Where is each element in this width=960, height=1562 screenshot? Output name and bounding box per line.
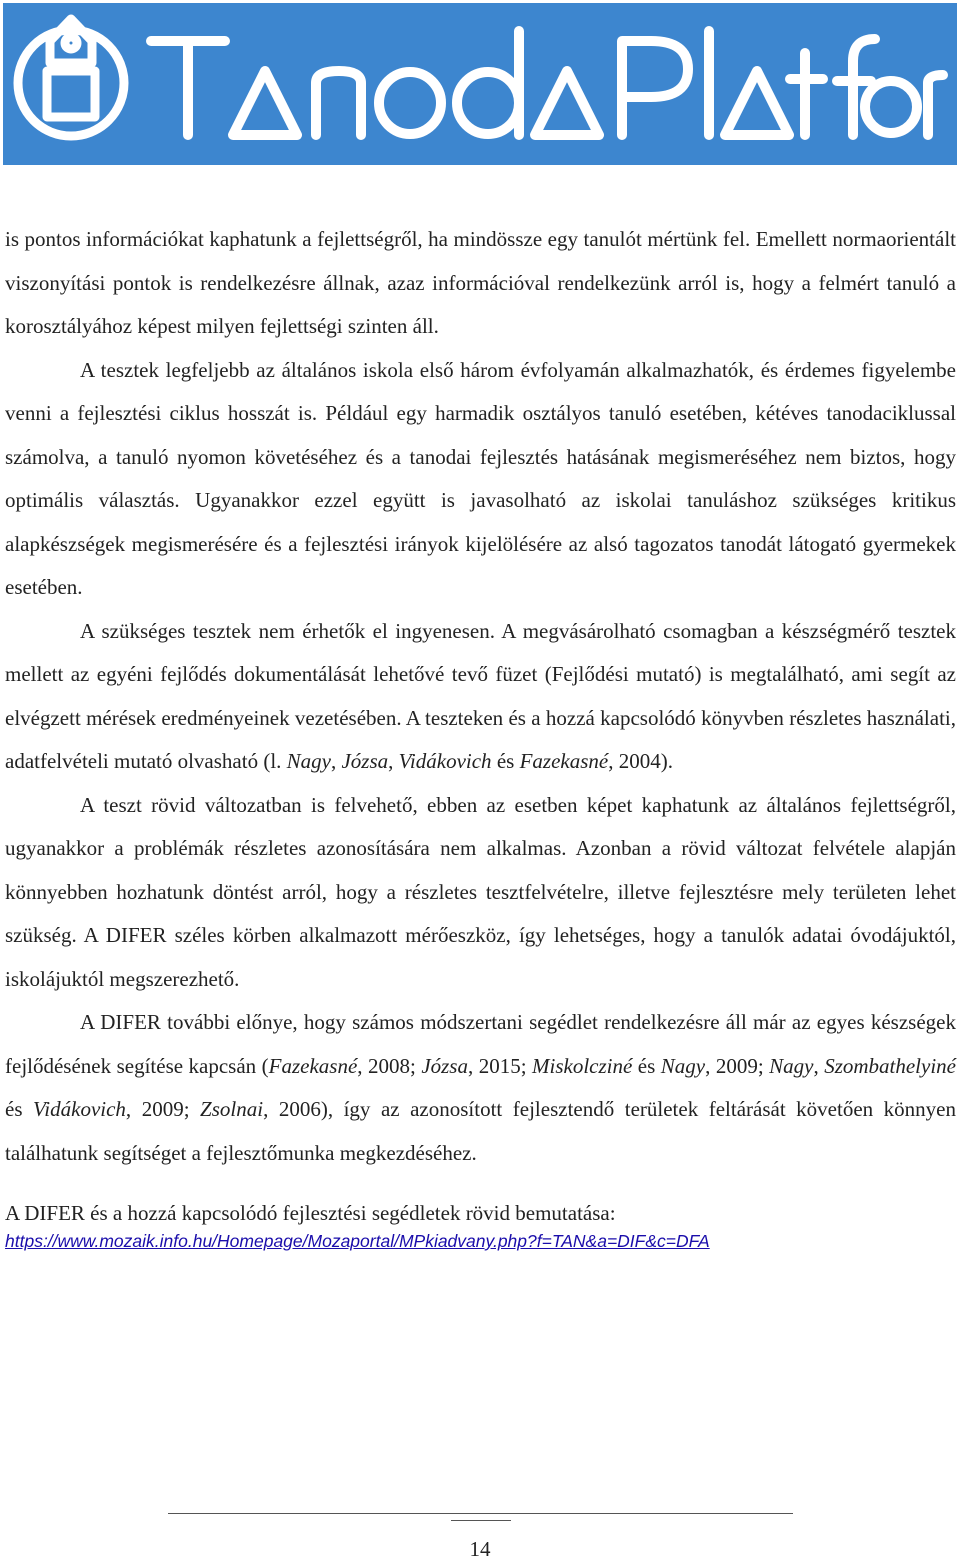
- citation-author: Miskolcziné: [532, 1053, 633, 1078]
- footer-short-divider: [451, 1520, 511, 1521]
- citation-author: Nagy: [769, 1053, 814, 1078]
- citation-author: Józsa: [341, 749, 389, 773]
- citation-separator: , 2009;: [705, 1053, 770, 1078]
- citation-author: Fazekasné: [268, 1053, 358, 1078]
- paragraph-3-text: A szükséges tesztek nem érhetők el ingyenesen. A megvásárolható csomagban a készségmérő tesztek mellett az egyéni fejlődés dokumentálását lehetővé tevő füzet (Fejlődési mutató) is megtalálható, ami segít az elvégzett mérések eredményeinek vezetésében. A teszteken és a hozzá kapcsolódó könyvben részletes használati, adatfelvételi mutató olvasható (l.: [5, 618, 956, 773]
- citation-separator: , 2009;: [125, 1097, 201, 1121]
- paragraph-2: A tesztek legfeljebb az általános iskola első három évfolyamán alkalmazhatók, és érdemes figyelembe venni a fejlesztési ciklus hosszát is. Például egy harmadik osztályos tanuló esetében, kétéves tanodaciklussal számolva, a tanuló nyomon követéséhez és a tanodai fejlesztés hatásának megismeréséhez nem biztos, hogy optimális választás. Ugyanakkor ezzel együtt is javasolható az iskolai tanuláshoz szükséges kritikus alapkészségek megismerésére és a fejlesztési irányok kijelölésére az alsó tagozatos tanodát látogató gyermekek esetében.: [5, 357, 956, 599]
- logo-lettering: [151, 31, 943, 135]
- citation-separator: és: [491, 749, 520, 773]
- citation-author: Fazekasné: [519, 749, 609, 773]
- tanodaplatform-logo: [3, 3, 957, 165]
- citation-author: Nagy: [286, 749, 331, 773]
- paragraph-3-end: , 2004).: [608, 749, 673, 773]
- link-label: A DIFER és a hozzá kapcsolódó fejlesztési segédletek rövid bemutatása:: [5, 1201, 616, 1225]
- header-banner: [3, 3, 957, 165]
- paragraph-4: A teszt rövid változatban is felvehető, ebben az esetben képet kaphatunk az általános fejlettségről, ugyanakkor a problémák részletes azonosítására nem alkalmas. Azonban a rövid változat felvétele alapján könnyebben hozhatunk döntést arról, hogy a részletes tesztfelvételre, illetve fejlesztésre mely területen lehet szükség. A DIFER széles körben alkalmazott mérőeszköz, így lehetséges, hogy a tanulók adatai óvodájuktól, iskolájuktól megszerezhető.: [5, 792, 956, 991]
- citation-author: Szombathelyiné: [824, 1053, 956, 1078]
- citation-author: Nagy: [660, 1053, 706, 1078]
- citation-separator: és: [5, 1097, 34, 1121]
- paragraph-5-end: , 2006), így az azonosított fejlesztendő területek feltárását követően könnyen találhatunk segítséget a fejlesztőmunka megkezdéséhez.: [5, 1097, 956, 1165]
- citation-separator: ,: [813, 1053, 825, 1078]
- citation-author: Vidákovich: [398, 749, 492, 773]
- paragraph-5-text: A DIFER további előnye, hogy számos módszertani segédlet rendelkezésre áll már az egyes készségek fejlődésének segítése kapcsán (: [5, 1010, 956, 1078]
- citation-author: Zsolnai: [200, 1097, 264, 1121]
- citation-separator: ,: [330, 749, 342, 773]
- document-body: [5, 218, 956, 1253]
- citation-separator: , 2015;: [467, 1053, 533, 1078]
- paragraph-5: [5, 1001, 956, 1175]
- paragraph-3: [5, 610, 956, 784]
- footer-divider: [168, 1513, 793, 1514]
- citation-author: Vidákovich: [33, 1097, 126, 1121]
- page-number: 14: [469, 1537, 491, 1561]
- citation-separator: és: [632, 1053, 661, 1078]
- citation-author: Józsa: [421, 1053, 468, 1078]
- house-logo-icon: [18, 19, 124, 136]
- citation-separator: , 2008;: [357, 1053, 422, 1078]
- paragraph-1: is pontos információkat kaphatunk a fejlettségről, ha mindössze egy tanulót mértünk fel. Emellett normaorientált viszonyítási pontok is rendelkezésre állnak, azaz információval rendelkezünk arról is, hogy a felmért tanuló a korosztályához képest milyen fejlettségi szinten áll.: [5, 227, 956, 338]
- difer-link[interactable]: https://www.mozaik.info.hu/Homepage/Mozaportal/MPkiadvany.php?f=TAN&a=DIF&c=DFA: [5, 1231, 710, 1251]
- citation-separator: ,: [388, 749, 399, 773]
